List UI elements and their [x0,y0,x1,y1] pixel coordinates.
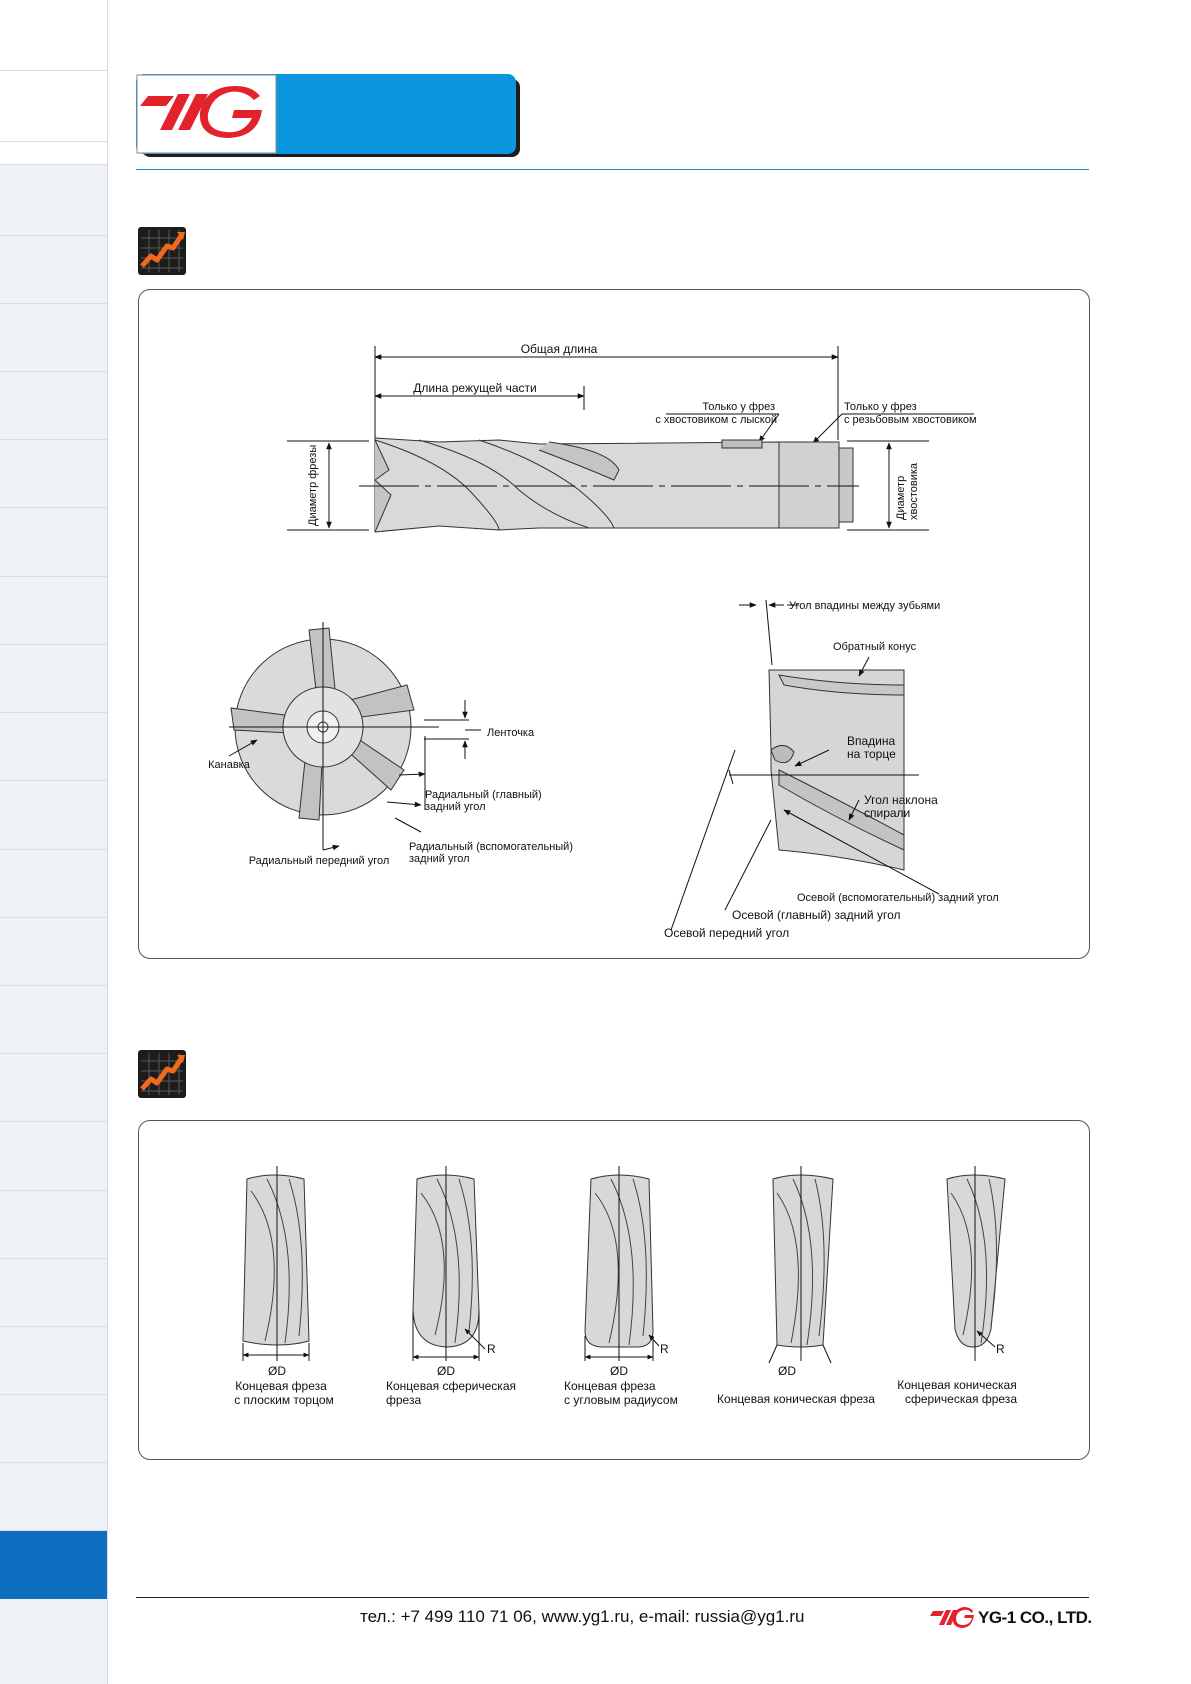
end-gash-line2: на торце [847,747,896,761]
anatomy-panel [138,289,1090,959]
threaded-note-line1: Только у фрез [844,401,917,413]
ball-end-mill-drawing [413,1166,485,1361]
sidebar-tab[interactable] [0,986,107,1054]
helix-line1: Угол наклона [864,793,938,807]
footer-company: YG-1 CO., LTD. [978,1608,1092,1627]
sidebar-tab[interactable] [0,1463,107,1531]
sidebar-tab[interactable] [0,1327,107,1395]
type-3-name-line2: с угловым радиусом [564,1393,678,1407]
land-label: Ленточка [487,727,535,739]
sidebar-tab[interactable] [0,1054,107,1122]
end-mill-anatomy-diagram [139,290,1089,958]
sidebar-tab[interactable] [0,1259,107,1327]
sidebar-tab[interactable] [0,1122,107,1191]
gash-angle-label: Угол впадины между зубьями [789,600,941,612]
weldon-note-line2: с хвостовиком с лыской [655,414,777,426]
chart-grid-icon [137,226,187,276]
shank-diameter-label-2: хвостовика [908,462,920,520]
radial-secondary-line2: задний угол [409,853,470,865]
type-2-radius: R [487,1342,496,1356]
sidebar-tab[interactable] [0,577,107,645]
type-5-radius: R [996,1342,1005,1356]
end-gash-line1: Впадина [847,734,896,748]
sidebar-tab-active[interactable] [0,1531,107,1599]
sidebar-tab[interactable] [0,1191,107,1259]
footer-contact: тел.: +7 499 110 71 06, www.yg1.ru, e-mail: russia@yg1.ru [360,1607,805,1626]
header-rule [136,169,1089,170]
type-1-dim: ØD [268,1364,286,1378]
type-3-radius: R [660,1342,669,1356]
radial-rake-label: Радиальный передний угол [248,855,390,867]
axial-rake-label: Осевой передний угол [664,926,790,940]
sidebar-tab[interactable] [0,71,107,142]
sidebar-tab[interactable] [0,440,107,508]
footer-brand [930,1607,1092,1629]
overall-length-label: Общая длина [520,342,598,356]
axial-primary-label: Осевой (главный) задний угол [732,908,901,922]
shank-diameter-label-1: Диаметр [895,475,907,520]
corner-radius-end-mill-drawing [585,1166,659,1361]
mill-diameter-label: Диаметр фрезы [307,444,319,526]
header-banner [136,74,522,158]
tapered-end-mill-drawing [769,1166,833,1363]
sidebar-tab[interactable] [0,645,107,713]
mill-types-panel [138,1120,1090,1460]
footer-rule [136,1597,1089,1598]
flute-label: Канавка [208,759,250,771]
sidebar-tab[interactable] [0,918,107,986]
type-4-dim: ØD [778,1364,796,1378]
sidebar [0,0,108,1684]
type-2-name-line1: Концевая сферическая [386,1379,516,1393]
tapered-ball-end-mill-drawing [947,1166,1005,1361]
weldon-note-line1: Только у фрез [702,401,775,413]
sidebar-tab[interactable] [0,165,107,236]
type-3-name-line1: Концевая фреза [564,1379,656,1393]
sidebar-tab[interactable] [0,781,107,850]
sidebar-tab[interactable] [0,508,107,577]
threaded-note-line2: с резьбовым хвостовиком [844,414,977,426]
axial-secondary-label: Осевой (вспомогательный) задний угол [797,892,999,904]
type-1-name-line2: с плоским торцом [234,1393,334,1407]
chart-grid-icon [137,1049,187,1099]
sidebar-tab[interactable] [0,304,107,372]
type-5-name-line2: сферическая фреза [904,1392,1018,1406]
sidebar-tab[interactable] [0,236,107,304]
type-4-name-line1: Концевая коническая фреза [717,1392,875,1406]
radial-secondary-line1: Радиальный (вспомогательный) [409,841,573,853]
radial-primary-line1: Радиальный (главный) [425,789,542,801]
helix-line2: спирали [864,806,911,820]
mill-types-diagram [139,1121,1089,1459]
sidebar-tab[interactable] [0,850,107,918]
sidebar-tab[interactable] [0,142,107,165]
sidebar-tab[interactable] [0,0,107,71]
cutting-length-label: Длина режущей части [413,381,537,395]
flat-end-mill-drawing [243,1166,309,1361]
radial-primary-line2: задний угол [425,801,486,813]
sidebar-tab[interactable] [0,372,107,440]
back-taper-label: Обратный конус [833,641,917,653]
sidebar-tab[interactable] [0,1395,107,1463]
type-2-name-line2: фреза [386,1393,422,1407]
type-3-dim: ØD [610,1364,628,1378]
yg-logo-small-icon [930,1607,974,1629]
type-5-name-line1: Концевая коническая [897,1378,1017,1392]
type-1-name-line1: Концевая фреза [235,1379,327,1393]
sidebar-tab[interactable] [0,713,107,781]
type-2-dim: ØD [437,1364,455,1378]
